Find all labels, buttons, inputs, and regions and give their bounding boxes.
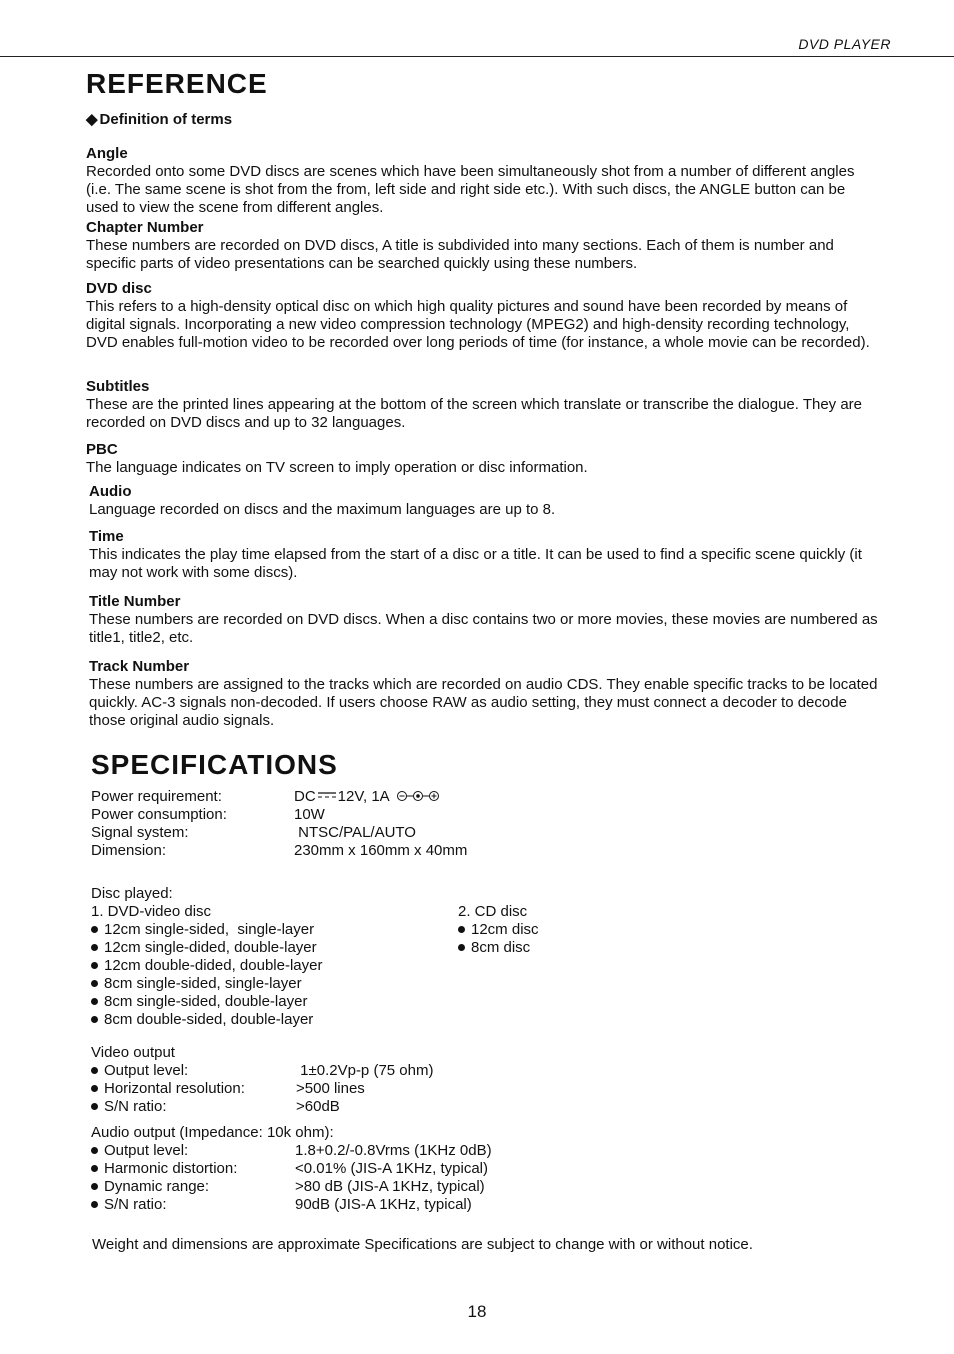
term-title: Chapter Number (86, 219, 204, 236)
polarity-icon (396, 790, 440, 802)
spec-note: Weight and dimensions are approximate Specifications are subject to change with or without notice. (92, 1236, 753, 1253)
list-item-text: 12cm single-sided, single-layer (104, 921, 315, 938)
list-item-text: 8cm double-sided, double-layer (104, 1011, 314, 1028)
list-item-text: 12cm double-dided, double-layer (104, 957, 323, 974)
spec-value: >80 dB (JIS-A 1KHz, typical) (295, 1178, 485, 1195)
list-item (91, 975, 421, 993)
spec-key: S/N ratio: (104, 1098, 167, 1115)
spec-row-signal-system (91, 824, 611, 842)
list-item-text: 8cm single-sided, double-layer (104, 993, 308, 1010)
list-item-text: 12cm single-dided, double-layer (104, 939, 317, 956)
specifications-title: SPECIFICATIONS (91, 749, 338, 780)
spec-value: 230mm x 160mm x 40mm (294, 842, 468, 859)
spec-general (91, 788, 611, 860)
spec-value: 1.8+0.2/-0.8Vrms (1KHz 0dB) (295, 1142, 492, 1159)
list-item (91, 1196, 651, 1214)
definition-subtitle (86, 110, 232, 128)
term-chapter-number (86, 219, 876, 273)
term-title: DVD disc (86, 280, 152, 297)
spec-value: <0.01% (JIS-A 1KHz, typical) (295, 1160, 488, 1177)
spec-key: S/N ratio: (104, 1196, 167, 1213)
spec-value: >500 lines (296, 1080, 365, 1097)
dc-symbol-icon (318, 791, 336, 799)
term-title: PBC (86, 441, 118, 458)
audio-output (91, 1124, 651, 1214)
term-angle (86, 145, 876, 217)
video-output (91, 1044, 611, 1116)
term-track-number (89, 658, 879, 730)
list-item-text: 12cm disc (471, 921, 539, 938)
list-item (91, 1142, 651, 1160)
term-desc: These numbers are recorded on DVD discs, A title is subdivided into many sections. Each of them is number and specific parts of video presentations can be searched quickly using these numbers. (86, 237, 834, 272)
spec-key: Power requirement: (91, 788, 222, 805)
list-item (91, 1178, 651, 1196)
spec-row-dimension (91, 842, 611, 860)
term-desc: This indicates the play time elapsed from the start of a disc or a title. It can be used to find a specific scene quickly (it may not work with some discs). (89, 546, 862, 581)
definition-subtitle-text: Definition of terms (99, 111, 233, 128)
term-desc: These are the printed lines appearing at the bottom of the screen which translate or transcribe the dialogue. They are recorded on DVD discs and up to 32 languages. (86, 396, 863, 431)
video-output-label: Video output (91, 1044, 175, 1061)
spec-row-power-consumption (91, 806, 611, 824)
list-item (91, 1098, 611, 1116)
diamond-icon: ◆ (86, 111, 98, 128)
term-title: Audio (89, 483, 132, 500)
list-item (91, 939, 421, 957)
spec-value: 10W (294, 806, 325, 823)
term-desc: This refers to a high-density optical disc on which high quality pictures and sound have been recorded by means of digital signals. Incorporating a new video compression technology (MPEG2) and high-density recording technology, DVD enables full-motion video to be recorded over long periods of time (for instance, a whole movie can be recorded). (86, 298, 870, 351)
spec-key: Horizontal resolution: (104, 1080, 245, 1097)
list-item (91, 921, 421, 939)
header-rule (0, 56, 954, 57)
term-title: Subtitles (86, 378, 150, 395)
list-item-text: 8cm disc (471, 939, 531, 956)
disc-played-cd (458, 903, 658, 957)
term-audio (89, 483, 879, 519)
dc-label: DC (294, 788, 316, 805)
term-title: Angle (86, 145, 128, 162)
page-number: 18 (467, 1302, 487, 1321)
disc-played-label: Disc played: (91, 885, 173, 902)
spec-key: Dimension: (91, 842, 167, 859)
term-title: Time (89, 528, 124, 545)
spec-value: >60dB (296, 1098, 340, 1115)
term-desc: These numbers are recorded on DVD discs. When a disc contains two or more movies, these movies are numbered as title1, title2, etc. (89, 611, 878, 646)
spec-value: 90dB (JIS-A 1KHz, typical) (295, 1196, 472, 1213)
term-pbc (86, 441, 876, 477)
spec-value (294, 788, 440, 806)
spec-key: Dynamic range: (104, 1178, 210, 1195)
term-desc: These numbers are assigned to the tracks which are recorded on audio CDS. They enable specific tracks to be located quickly. AC-3 signals non-decoded. If users choose RAW as audio setting, they must connect a decoder to decode those original audio signals. (89, 676, 878, 729)
spec-value: 1±0.2Vp-p (75 ohm) (296, 1062, 434, 1079)
list-item (458, 939, 658, 957)
spec-key: Output level: (104, 1062, 189, 1079)
list-item (91, 957, 421, 975)
disc-played-dvd (91, 885, 421, 1029)
list-item-text: 8cm single-sided, single-layer (104, 975, 302, 992)
term-title: Track Number (89, 658, 190, 675)
power-value: 12V, 1A (337, 788, 389, 805)
dvd-disc-label: 1. DVD-video disc (91, 903, 212, 920)
spec-value: NTSC/PAL/AUTO (294, 824, 416, 841)
reference-title: REFERENCE (86, 68, 268, 99)
list-item (91, 1011, 421, 1029)
term-desc: Recorded onto some DVD discs are scenes which have been simultaneously shot from a number of different angles (i.e. The same scene is shot from the from, left side and right side etc.). With such discs, the ANGLE button can be used to view the scene from different angles. (86, 163, 855, 216)
term-subtitles (86, 378, 876, 432)
term-desc: Language recorded on discs and the maximum languages are up to 8. (89, 501, 556, 518)
list-item (458, 921, 658, 939)
term-dvd-disc (86, 280, 876, 352)
term-desc: The language indicates on TV screen to imply operation or disc information. (86, 459, 588, 476)
spec-key: Output level: (104, 1142, 189, 1159)
list-item (91, 1080, 611, 1098)
spec-row-power-requirement (91, 788, 611, 806)
list-item (91, 993, 421, 1011)
term-time (89, 528, 879, 582)
spec-key: Harmonic distortion: (104, 1160, 238, 1177)
term-title: Title Number (89, 593, 181, 610)
cd-disc-label: 2. CD disc (458, 903, 528, 920)
term-title-number (89, 593, 879, 647)
audio-output-label: Audio output (Impedance: 10k ohm): (91, 1124, 334, 1141)
list-item (91, 1062, 611, 1080)
spec-key: Power consumption: (91, 806, 227, 823)
list-item (91, 1160, 651, 1178)
spec-key: Signal system: (91, 824, 189, 841)
header-label: DVD PLAYER (798, 36, 891, 52)
